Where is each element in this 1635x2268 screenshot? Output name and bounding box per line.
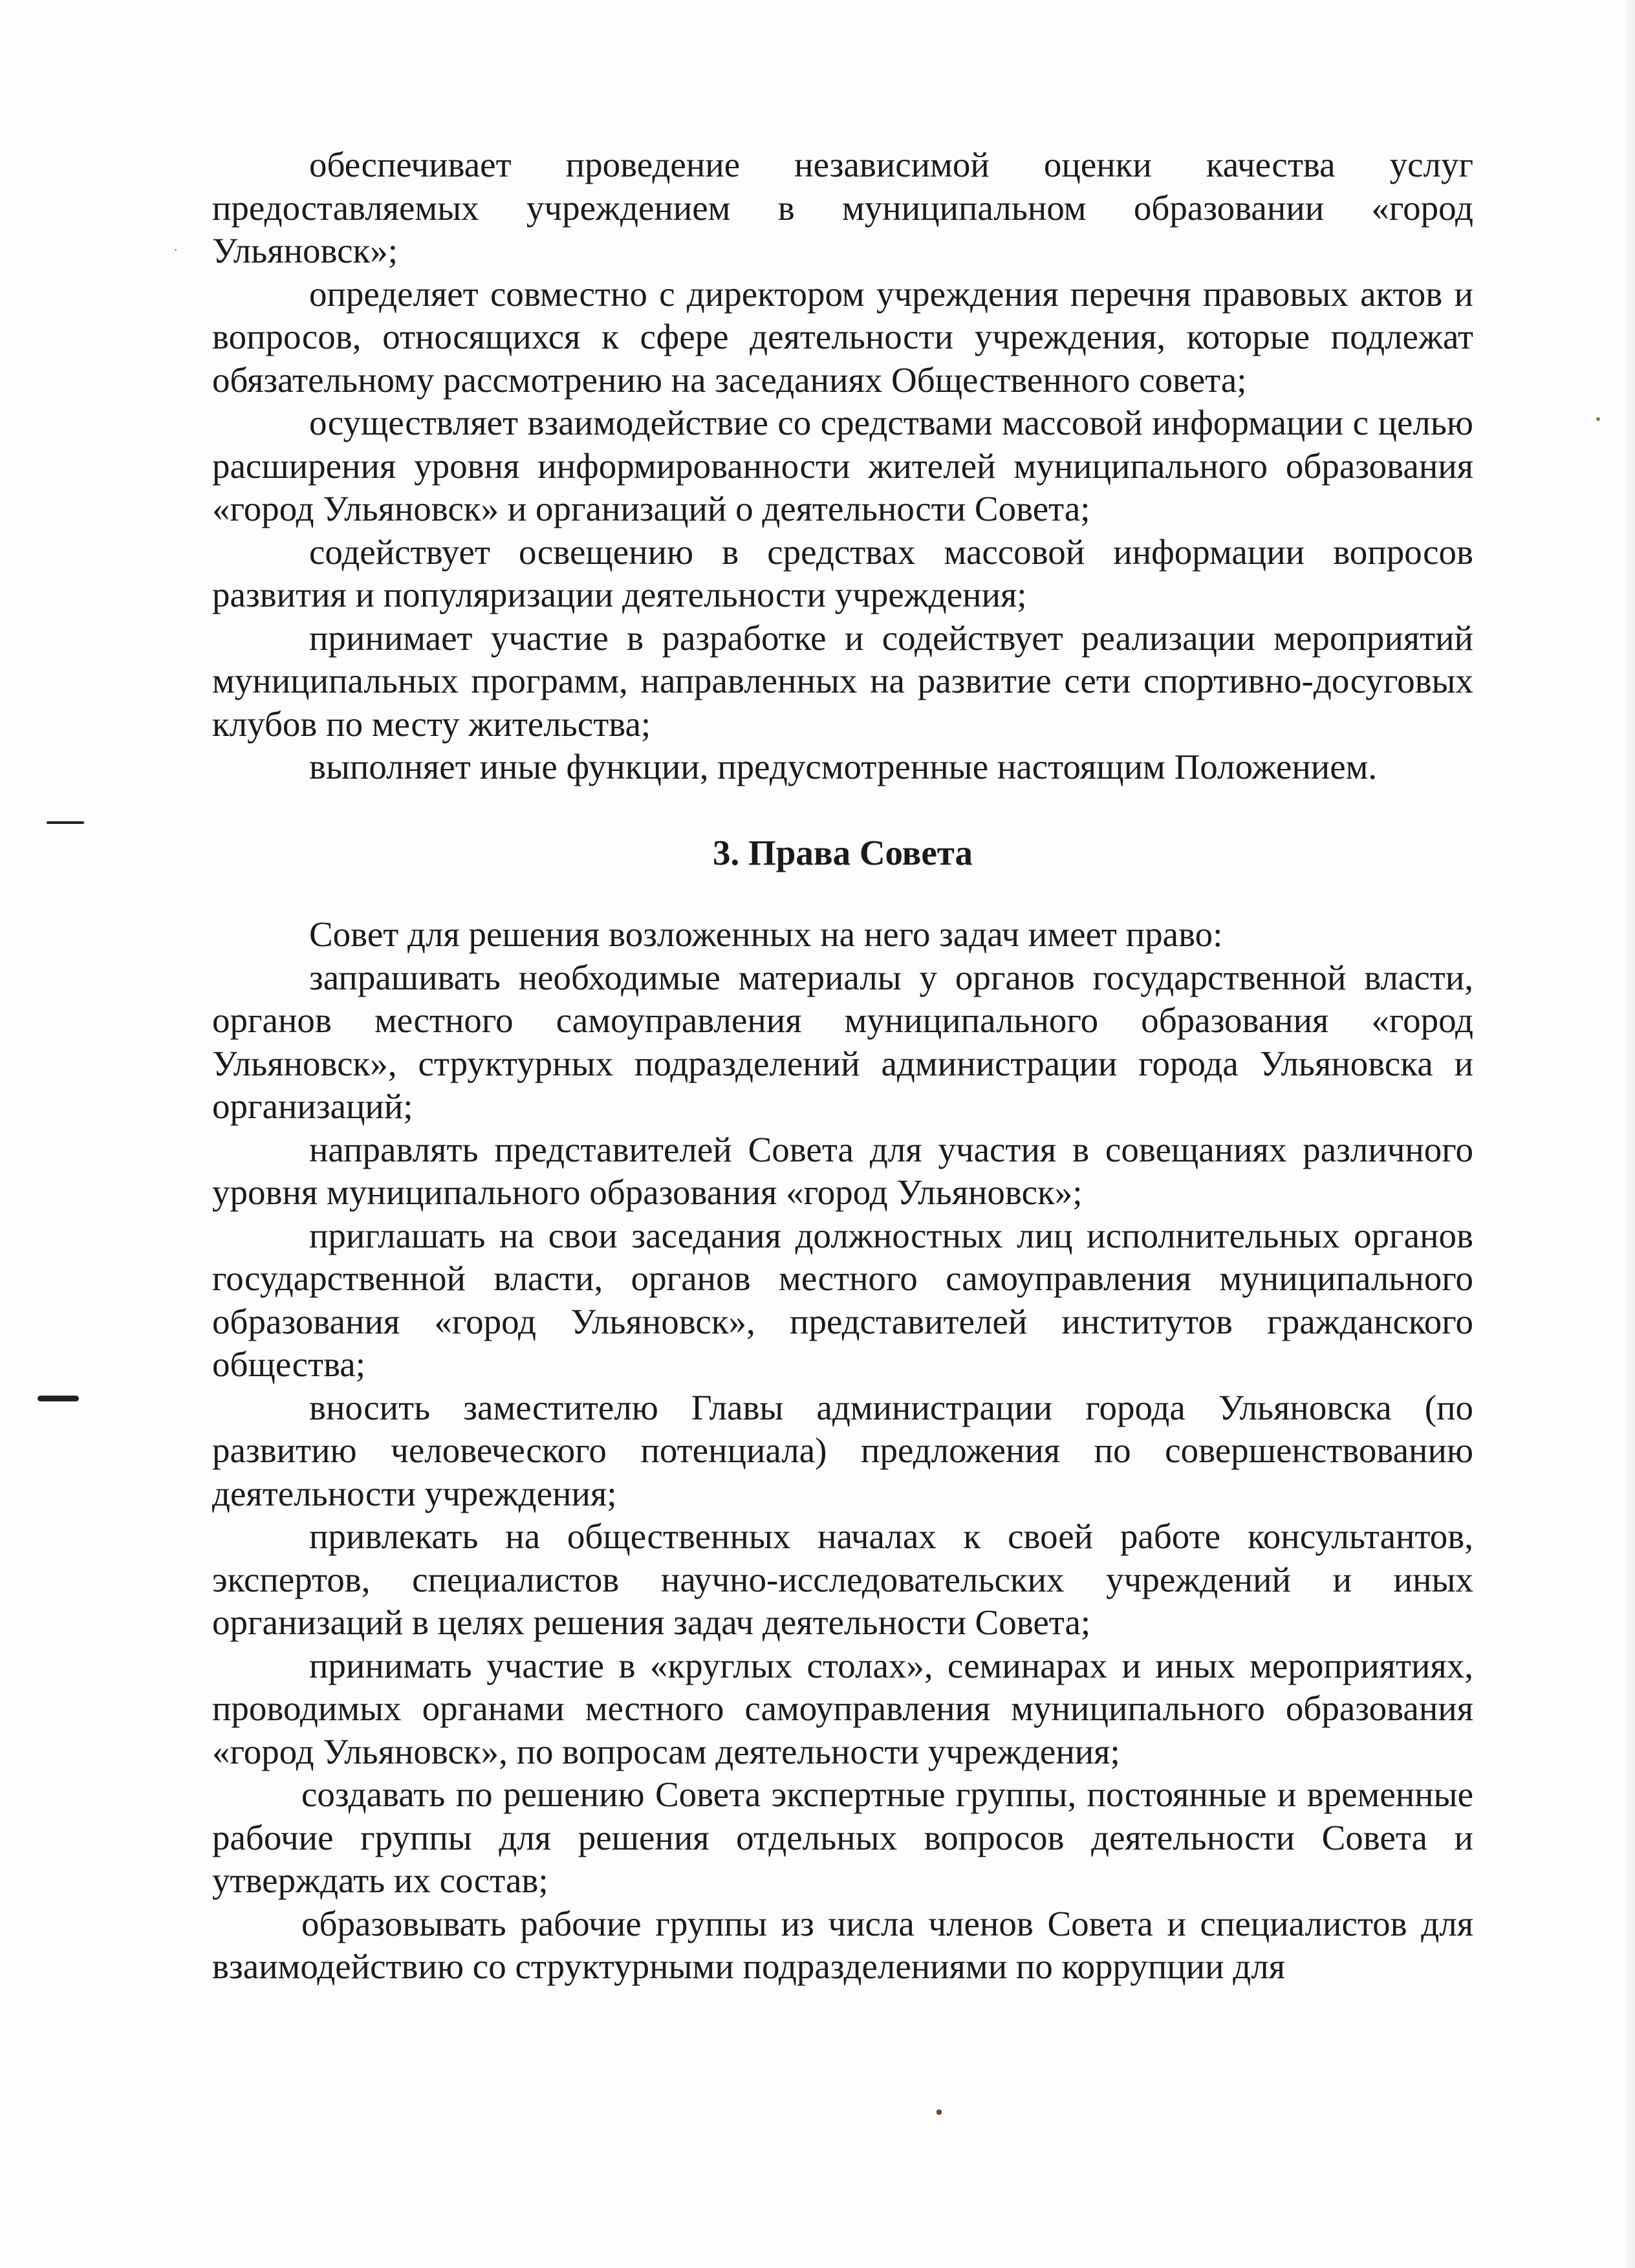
paragraph-working-groups: образовывать рабочие группы из числа членов Совета и специалистов для взаимодействию со структурными подразделениями по коррупции для xyxy=(212,1903,1473,1986)
scan-edge xyxy=(1626,0,1635,2268)
scan-artifact-mark xyxy=(38,1396,79,1401)
document-body xyxy=(212,144,1473,1989)
scan-artifact-dash xyxy=(47,821,84,824)
section-heading: 3. Права Совета xyxy=(713,832,973,872)
paragraph-request-materials: запрашивать необходимые материалы у органов государственной власти, органов местного самоуправления муниципального образования «город Ульяновск», структурных подразделений администрации города Ульяновска и организаций; xyxy=(212,957,1473,1126)
paragraph-other-functions: выполняет иные функции, предусмотренные настоящим Положением. xyxy=(309,747,1378,786)
paragraph-program-participation: принимает участие в разработке и содействует реализации мероприятий муниципальных программ, направленных на развитие сети спортивно-досуговых клубов по месту жительства; xyxy=(212,618,1473,744)
paragraph-expert-groups: создавать по решению Совета экспертные группы, постоянные и временные рабочие группы для решения отдельных вопросов деятельности Совета и утверждать их состав; xyxy=(212,1775,1473,1900)
scan-artifact-speck xyxy=(175,249,177,251)
paragraph-independent-assessment: обеспечивает проведение независимой оценки качества услуг предоставляемых учреждением в муниципальном образовании «город Ульяновск»; xyxy=(212,145,1473,270)
paragraph-send-representatives: направлять представителей Совета для участия в совещаниях различного уровня муниципального образования «город Ульяновск»; xyxy=(212,1129,1473,1212)
paragraph-media-interaction: осуществляет взаимодействие со средствами массовой информации с целью расширения уровня информированности жителей муниципального образования «город Ульяновск» и организаций о деятельности Совета; xyxy=(212,403,1473,528)
paragraph-legal-acts-list: определяет совместно с директором учреждения перечня правовых актов и вопросов, относящихся к сфере деятельности учреждения, которые подлежат обязательному рассмотрению на заседаниях Общественного совета; xyxy=(212,274,1473,400)
scan-artifact-speck xyxy=(1596,417,1600,421)
paragraph-engage-consultants: привлекать на общественных началах к своей работе консультантов, экспертов, специалистов научно-исследовательских учреждений и иных организаций в целях решения задач деятельности Совета; xyxy=(212,1517,1473,1642)
section-intro: Совет для решения возложенных на него задач имеет право: xyxy=(309,914,1223,954)
paragraph-invite-officials: приглашать на свои заседания должностных лиц исполнительных органов государственной власти, органов местного самоуправления муниципального образования «город Ульяновск», представителей институтов гражданского общества; xyxy=(212,1215,1473,1384)
paragraph-media-coverage: содействует освещению в средствах массовой информации вопросов развития и популяризации деятельности учреждения; xyxy=(212,532,1473,614)
scan-artifact-speck xyxy=(937,2110,942,2115)
paragraph-round-tables: принимать участие в «круглых столах», семинарах и иных мероприятиях, проводимых органами местного самоуправления муниципального образования «город Ульяновск», по вопросам деятельности учреждения; xyxy=(212,1645,1473,1771)
paragraph-submit-proposals: вносить заместителю Главы администрации города Ульяновска (по развитию человеческого потенциала) предложения по совершенствованию деятельности учреждения; xyxy=(212,1387,1473,1513)
